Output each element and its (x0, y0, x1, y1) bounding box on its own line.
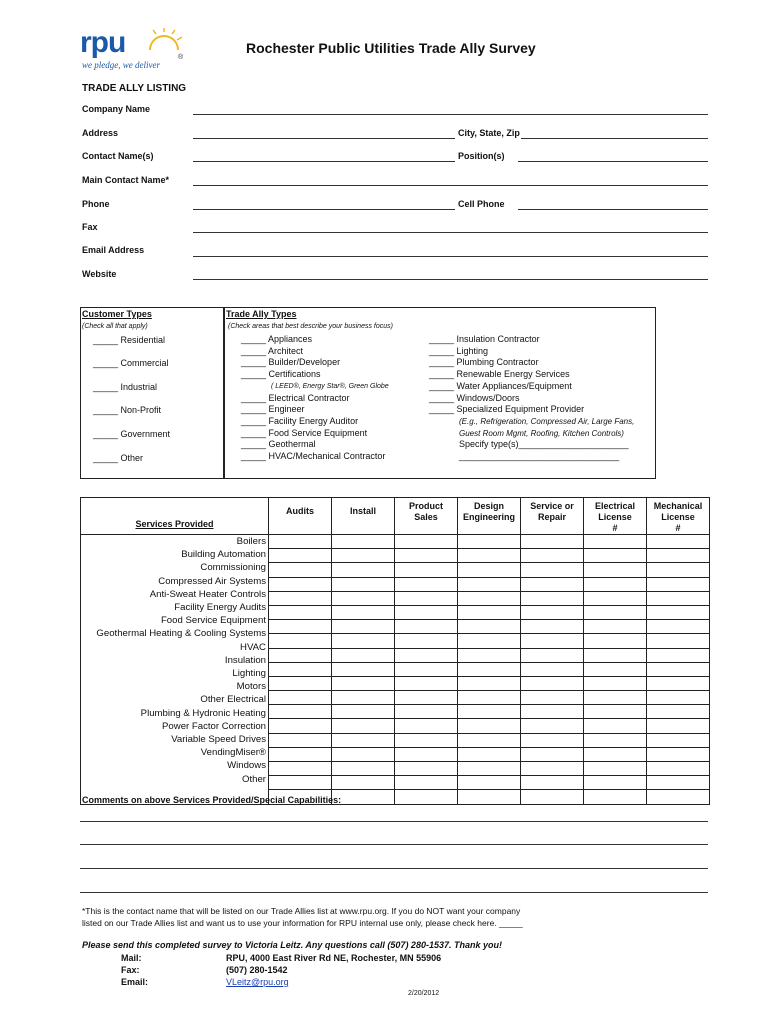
service-checkbox-cell[interactable] (395, 762, 457, 776)
services-header: Services Provided (81, 498, 269, 535)
service-repair-column[interactable] (521, 535, 584, 805)
trade-type-facility-energy-auditor[interactable]: _____ Facility Energy Auditor (241, 415, 359, 426)
phone-label: Phone (82, 199, 110, 209)
service-row-label: Lighting (232, 668, 266, 680)
service-checkbox-cell[interactable] (521, 734, 583, 748)
service-checkbox-cell[interactable] (584, 762, 646, 776)
service-checkbox-cell[interactable] (521, 578, 583, 592)
service-checkbox-cell[interactable] (269, 578, 331, 592)
service-checkbox-cell[interactable] (521, 634, 583, 648)
service-row-label: Plumbing & Hydronic Heating (140, 707, 266, 719)
service-checkbox-cell[interactable] (647, 719, 709, 733)
service-checkbox-cell[interactable] (332, 677, 394, 691)
service-checkbox-cell[interactable] (458, 663, 520, 677)
listing-heading: TRADE ALLY LISTING (82, 83, 187, 94)
service-checkbox-cell[interactable] (458, 535, 520, 549)
email-label: Email Address (82, 245, 145, 255)
main-contact-label: Main Contact Name* (82, 175, 170, 185)
customer-type-government[interactable]: _____ Government (93, 429, 171, 439)
mail-value: RPU, 4000 East River Rd NE, Rochester, MN 55906 (226, 953, 442, 963)
trade-type-geothermal[interactable]: _____ Geothermal (241, 439, 316, 450)
comments-line-1[interactable] (80, 821, 708, 822)
service-checkbox-cell[interactable] (269, 748, 331, 762)
service-checkbox-cell[interactable] (458, 790, 520, 803)
customer-types-box (80, 307, 224, 479)
service-checkbox-cell[interactable] (584, 748, 646, 762)
service-checkbox-cell[interactable] (269, 535, 331, 549)
col-product-sales: Product Sales (395, 498, 458, 535)
services-list-cell (81, 535, 269, 805)
logo-text: rpu (80, 26, 126, 59)
customer-types-note: (Check all that apply) (82, 323, 148, 330)
email-contact-link[interactable]: VLeitz@rpu.org (226, 977, 289, 987)
service-checkbox-cell[interactable] (332, 663, 394, 677)
service-checkbox-cell[interactable] (269, 563, 331, 577)
service-checkbox-cell[interactable] (647, 549, 709, 563)
service-checkbox-cell[interactable] (584, 535, 646, 549)
service-checkbox-cell[interactable] (647, 620, 709, 634)
service-row-label: Windows (227, 760, 266, 772)
service-checkbox-cell[interactable] (395, 649, 457, 663)
product-sales-column[interactable] (395, 535, 458, 805)
service-checkbox-cell[interactable] (395, 776, 457, 790)
service-checkbox-cell[interactable] (647, 734, 709, 748)
service-checkbox-cell[interactable] (269, 634, 331, 648)
comments-label: Comments on above Services Provided/Special Capabilities: (82, 795, 342, 805)
service-checkbox-cell[interactable] (647, 790, 709, 803)
service-checkbox-cell[interactable] (332, 776, 394, 790)
service-checkbox-cell[interactable] (395, 592, 457, 606)
service-row-label: Other Electrical (200, 694, 266, 706)
service-checkbox-cell[interactable] (395, 719, 457, 733)
service-checkbox-cell[interactable] (647, 634, 709, 648)
service-checkbox-cell[interactable] (269, 663, 331, 677)
main-contact-field[interactable] (193, 185, 708, 186)
logo-registered-mark: ® (178, 54, 184, 61)
customer-types-title: Customer Types (82, 309, 152, 319)
service-checkbox-cell[interactable] (521, 748, 583, 762)
service-row-label: Facility Energy Audits (174, 602, 266, 614)
service-checkbox-cell[interactable] (332, 535, 394, 549)
comments-line-2[interactable] (80, 844, 708, 845)
fax-field[interactable] (193, 232, 708, 233)
service-checkbox-cell[interactable] (647, 677, 709, 691)
website-field[interactable] (193, 279, 708, 280)
service-row-label: HVAC (240, 641, 266, 653)
service-checkbox-cell[interactable] (521, 776, 583, 790)
service-row-label: Power Factor Correction (162, 720, 266, 732)
service-checkbox-cell[interactable] (269, 762, 331, 776)
trade-type-windows-doors[interactable]: _____ Windows/Doors (429, 392, 520, 403)
service-row-label: Commissioning (200, 562, 266, 574)
service-checkbox-cell[interactable] (269, 705, 331, 719)
service-checkbox-cell[interactable] (395, 734, 457, 748)
trade-type-architect[interactable]: _____ Architect (241, 345, 304, 356)
service-checkbox-cell[interactable] (647, 578, 709, 592)
service-checkbox-cell[interactable] (584, 563, 646, 577)
service-checkbox-cell[interactable] (458, 606, 520, 620)
trade-type-certifications[interactable]: _____ Certifications (241, 369, 321, 380)
service-row-label: Compressed Air Systems (158, 575, 266, 587)
service-checkbox-cell[interactable] (584, 705, 646, 719)
trade-type-engineer[interactable]: _____ Engineer (241, 404, 305, 415)
address-label: Address (82, 128, 119, 138)
service-checkbox-cell[interactable] (269, 606, 331, 620)
service-checkbox-cell[interactable] (395, 563, 457, 577)
trade-type-insulation[interactable]: _____ Insulation Contractor (429, 334, 540, 344)
service-checkbox-cell[interactable] (584, 634, 646, 648)
email-contact-label: Email: (121, 977, 149, 987)
service-checkbox-cell[interactable] (458, 776, 520, 790)
service-row-label: Anti-Sweat Heater Controls (149, 588, 266, 600)
trade-ally-types-box (224, 307, 656, 479)
contact-names-label: Contact Name(s) (82, 151, 154, 161)
customer-type-industrial[interactable]: _____ Industrial (93, 382, 158, 392)
mail-label: Mail: (121, 953, 142, 963)
service-checkbox-cell[interactable] (269, 592, 331, 606)
trade-type-hvac[interactable]: _____ HVAC/Mechanical Contractor (241, 451, 386, 462)
trade-type-lighting[interactable]: _____ Lighting (429, 345, 489, 356)
service-row-label: Motors (236, 681, 266, 693)
service-row-label: Geothermal Heating & Cooling Systems (96, 628, 266, 640)
email-field[interactable] (193, 256, 708, 257)
service-checkbox-cell[interactable] (458, 620, 520, 634)
service-checkbox-cell[interactable] (647, 762, 709, 776)
logo-tagline: we pledge, we deliver (82, 60, 160, 70)
trade-type-food-service[interactable]: _____ Food Service Equipment (241, 427, 368, 438)
customer-type-other[interactable]: _____ Other (93, 453, 144, 463)
service-checkbox-cell[interactable] (521, 535, 583, 549)
service-checkbox-cell[interactable] (458, 734, 520, 748)
service-checkbox-cell[interactable] (584, 649, 646, 663)
service-checkbox-cell[interactable] (521, 705, 583, 719)
service-row-label: Variable Speed Drives (171, 734, 266, 746)
service-checkbox-cell[interactable] (458, 762, 520, 776)
service-checkbox-cell[interactable] (332, 634, 394, 648)
service-row-label: VendingMiser® (200, 747, 266, 759)
service-row-label: Building Automation (181, 549, 266, 561)
service-checkbox-cell[interactable] (521, 677, 583, 691)
service-checkbox-cell[interactable] (332, 762, 394, 776)
customer-type-residential[interactable]: _____ Residential (93, 335, 166, 345)
service-checkbox-cell[interactable] (332, 592, 394, 606)
col-mechanical-license: Mechanical License # (647, 498, 710, 535)
col-service-repair: Service or Repair (521, 498, 584, 535)
service-checkbox-cell[interactable] (647, 776, 709, 790)
specify-types[interactable]: Specify type(s)______________________ (459, 439, 629, 450)
service-checkbox-cell[interactable] (332, 719, 394, 733)
service-row-label: Food Service Equipment (160, 615, 266, 627)
service-row-label: Insulation (224, 654, 266, 666)
phone-field[interactable] (193, 209, 455, 210)
trade-type-electrical-contractor[interactable]: _____ Electrical Contractor (241, 392, 350, 403)
service-checkbox-cell[interactable] (395, 691, 457, 705)
service-checkbox-cell[interactable] (458, 719, 520, 733)
install-column[interactable] (332, 535, 395, 805)
service-checkbox-cell[interactable] (332, 563, 394, 577)
trade-type-appliances[interactable]: _____ Appliances (241, 334, 313, 344)
certifications-note: ( LEED®, Energy Star®, Green Globe (271, 382, 389, 390)
electrical-license-column[interactable] (584, 535, 647, 805)
service-checkbox-cell[interactable] (395, 634, 457, 648)
service-checkbox-cell[interactable] (584, 790, 646, 803)
service-checkbox-cell[interactable] (584, 776, 646, 790)
service-checkbox-cell[interactable] (584, 620, 646, 634)
service-checkbox-cell[interactable] (458, 578, 520, 592)
trade-type-builder[interactable]: _____ Builder/Developer (241, 357, 341, 368)
trade-type-plumbing[interactable]: _____ Plumbing Contractor (429, 357, 539, 368)
service-checkbox-cell[interactable] (395, 663, 457, 677)
service-checkbox-cell[interactable] (332, 606, 394, 620)
contact-names-field[interactable] (193, 161, 455, 162)
service-checkbox-cell[interactable] (332, 734, 394, 748)
service-checkbox-cell[interactable] (584, 691, 646, 705)
page-title: Rochester Public Utilities Trade Ally Survey (246, 40, 536, 56)
fax-contact-value: (507) 280-1542 (226, 965, 288, 975)
service-checkbox-cell[interactable] (458, 563, 520, 577)
specify-types-line[interactable]: ________________________________ (459, 451, 620, 462)
trade-ally-types-title: Trade Ally Types (226, 309, 297, 319)
service-checkbox-cell[interactable] (521, 592, 583, 606)
service-checkbox-cell[interactable] (395, 705, 457, 719)
service-checkbox-cell[interactable] (521, 563, 583, 577)
service-checkbox-cell[interactable] (521, 620, 583, 634)
service-checkbox-cell[interactable] (395, 620, 457, 634)
positions-field[interactable] (518, 161, 708, 162)
service-checkbox-cell[interactable] (647, 606, 709, 620)
service-checkbox-cell[interactable] (269, 719, 331, 733)
company-name-label: Company Name (82, 104, 151, 114)
cell-phone-label: Cell Phone (458, 199, 505, 209)
service-checkbox-cell[interactable] (458, 705, 520, 719)
service-checkbox-cell[interactable] (332, 620, 394, 634)
service-checkbox-cell[interactable] (521, 663, 583, 677)
service-checkbox-cell[interactable] (458, 677, 520, 691)
customer-type-non-profit[interactable]: _____ Non-Profit (93, 405, 162, 415)
service-checkbox-cell[interactable] (395, 790, 457, 803)
sun-icon (146, 28, 190, 54)
service-checkbox-cell[interactable] (647, 592, 709, 606)
trade-type-renewable[interactable]: _____ Renewable Energy Services (429, 369, 570, 380)
service-checkbox-cell[interactable] (521, 549, 583, 563)
service-checkbox-cell[interactable] (458, 748, 520, 762)
service-checkbox-cell[interactable] (395, 606, 457, 620)
comments-line-3[interactable] (80, 868, 708, 869)
fax-label: Fax (82, 222, 98, 232)
service-checkbox-cell[interactable] (458, 634, 520, 648)
service-checkbox-cell[interactable] (332, 748, 394, 762)
footnote-line-1: *This is the contact name that will be listed on our Trade Allies list at www.rpu.org. If you do NOT want your company (82, 906, 521, 916)
footnote-line-2[interactable]: listed on our Trade Allies list and want us to use your information for RPU internal use only, please check here. _____ (82, 918, 523, 928)
service-checkbox-cell[interactable] (584, 719, 646, 733)
rpu-logo (80, 28, 190, 74)
audits-column[interactable] (269, 535, 332, 805)
service-checkbox-cell[interactable] (647, 663, 709, 677)
service-checkbox-cell[interactable] (584, 549, 646, 563)
city-state-zip-label: City, State, Zip (458, 128, 520, 138)
company-name-field[interactable] (193, 114, 708, 115)
service-row-label: Other (242, 773, 266, 785)
service-checkbox-cell[interactable] (458, 649, 520, 663)
col-design-engineering: Design Engineering (458, 498, 521, 535)
service-checkbox-cell[interactable] (269, 734, 331, 748)
trade-type-water-appliances[interactable]: _____ Water Appliances/Equipment (429, 380, 572, 391)
services-table (80, 497, 710, 805)
service-checkbox-cell[interactable] (332, 705, 394, 719)
service-checkbox-cell[interactable] (458, 691, 520, 705)
city-state-zip-field[interactable] (521, 138, 708, 139)
service-checkbox-cell[interactable] (521, 691, 583, 705)
col-electrical-license: Electrical License # (584, 498, 647, 535)
trade-type-specialized[interactable]: _____ Specialized Equipment Provider (429, 404, 585, 415)
service-checkbox-cell[interactable] (647, 649, 709, 663)
service-checkbox-cell[interactable] (269, 549, 331, 563)
customer-type-commercial[interactable]: _____ Commercial (93, 358, 169, 368)
service-checkbox-cell[interactable] (647, 563, 709, 577)
send-note: Please send this completed survey to Victoria Leitz. Any questions call (507) 280-1537. Thank you! (82, 940, 502, 950)
service-checkbox-cell[interactable] (584, 606, 646, 620)
col-audits: Audits (269, 498, 332, 535)
service-checkbox-cell[interactable] (395, 549, 457, 563)
service-checkbox-cell[interactable] (647, 748, 709, 762)
service-checkbox-cell[interactable] (584, 578, 646, 592)
specialized-example-1: (E.g., Refrigeration, Compressed Air, Large Fans, (459, 416, 635, 426)
service-checkbox-cell[interactable] (269, 620, 331, 634)
service-checkbox-cell[interactable] (395, 578, 457, 592)
service-checkbox-cell[interactable] (521, 719, 583, 733)
service-checkbox-cell[interactable] (584, 663, 646, 677)
service-checkbox-cell[interactable] (521, 649, 583, 663)
service-checkbox-cell[interactable] (521, 790, 583, 803)
address-field[interactable] (193, 138, 455, 139)
revision-date: 2/20/2012 (408, 990, 440, 997)
service-checkbox-cell[interactable] (395, 677, 457, 691)
service-checkbox-cell[interactable] (269, 776, 331, 790)
service-checkbox-cell[interactable] (584, 734, 646, 748)
comments-line-4[interactable] (80, 892, 708, 893)
service-checkbox-cell[interactable] (269, 677, 331, 691)
fax-contact-label: Fax: (121, 965, 140, 975)
cell-phone-field[interactable] (518, 209, 708, 210)
service-checkbox-cell[interactable] (332, 790, 394, 803)
service-checkbox-cell[interactable] (647, 691, 709, 705)
positions-label: Position(s) (458, 151, 505, 161)
service-checkbox-cell[interactable] (647, 705, 709, 719)
service-checkbox-cell[interactable] (332, 691, 394, 705)
service-row-label: Boilers (236, 536, 266, 547)
service-checkbox-cell[interactable] (584, 592, 646, 606)
service-checkbox-cell[interactable] (458, 549, 520, 563)
website-label: Website (82, 269, 117, 279)
specialized-example-2: Guest Room Mgmt, Roofing, Kitchen Controls) (459, 428, 624, 438)
service-checkbox-cell[interactable] (521, 762, 583, 776)
service-checkbox-cell[interactable] (332, 549, 394, 563)
service-checkbox-cell[interactable] (269, 691, 331, 705)
service-checkbox-cell[interactable] (332, 578, 394, 592)
footnote (82, 905, 523, 929)
service-checkbox-cell[interactable] (269, 649, 331, 663)
service-checkbox-cell[interactable] (332, 649, 394, 663)
service-checkbox-cell[interactable] (584, 677, 646, 691)
service-checkbox-cell[interactable] (395, 748, 457, 762)
design-engineering-column[interactable] (458, 535, 521, 805)
service-checkbox-cell[interactable] (395, 535, 457, 549)
service-checkbox-cell[interactable] (647, 535, 709, 549)
mechanical-license-column[interactable] (647, 535, 710, 805)
service-checkbox-cell[interactable] (521, 606, 583, 620)
service-checkbox-cell[interactable] (458, 592, 520, 606)
trade-ally-types-note: (Check areas that best describe your business focus) (228, 323, 393, 330)
col-install: Install (332, 498, 395, 535)
